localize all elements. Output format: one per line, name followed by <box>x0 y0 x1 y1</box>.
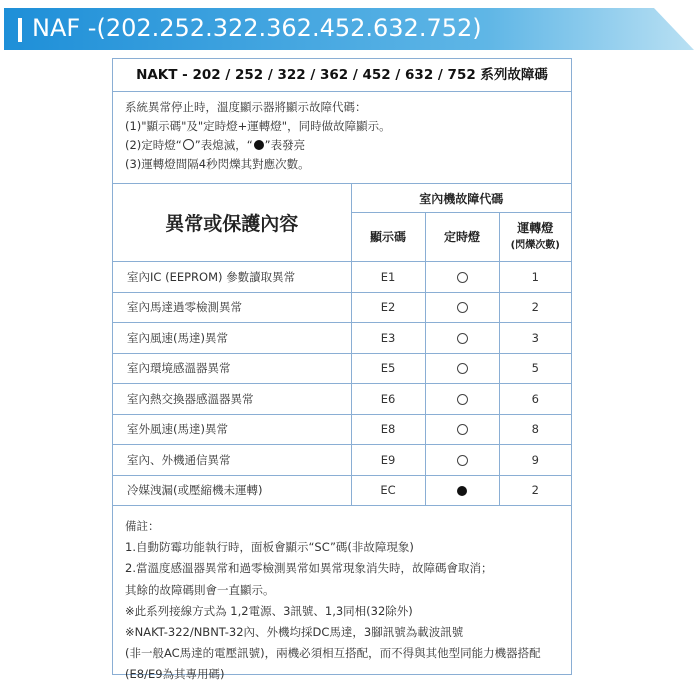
run-light-blinks: 3 <box>499 323 571 354</box>
timer-light-cell <box>425 445 499 476</box>
filled-dot-icon <box>457 486 467 496</box>
table-row <box>113 414 571 445</box>
fault-description: 室內IC (EEPROM) 參數讀取異常 <box>113 262 351 293</box>
timer-light-cell <box>425 292 499 323</box>
intro-text <box>113 92 571 184</box>
notes-line: 1.自動防霉功能執行時，面板會顯示“SC”碼(非故障現象) <box>125 540 414 555</box>
display-code: E9 <box>351 445 425 476</box>
display-code: E5 <box>351 353 425 384</box>
notes-line: 其餘的故障碼則會一直顯示。 <box>125 582 275 597</box>
display-code: E2 <box>351 292 425 323</box>
table-row <box>113 262 571 293</box>
hollow-circle-icon <box>183 139 194 150</box>
display-code: E6 <box>351 384 425 415</box>
hollow-circle-icon <box>457 302 468 313</box>
hollow-circle-icon <box>457 455 468 466</box>
notes-line: (非一般AC馬達的電壓訊號)，兩機必須相互搭配，而不得與其他型同能力機器搭配 <box>125 646 541 661</box>
table-row <box>113 445 571 476</box>
filled-dot-icon <box>254 140 264 150</box>
fault-table <box>113 184 571 505</box>
hollow-circle-icon <box>457 333 468 344</box>
fault-description: 室內熱交換器感溫器異常 <box>113 384 351 415</box>
intro-line-3 <box>125 136 561 155</box>
intro-line-3-prefix: (2)定時燈“ <box>125 138 182 152</box>
banner-accent-bar <box>18 18 22 42</box>
display-code: E1 <box>351 262 425 293</box>
header-display-code: 顯示碼 <box>351 213 425 262</box>
display-code: EC <box>351 475 425 505</box>
intro-line-3-middle: ”表熄滅，“ <box>194 138 253 152</box>
table-row <box>113 292 571 323</box>
table-row <box>113 323 571 354</box>
intro-line-2: (1)"顯示碼"及"定時燈+運轉燈"，同時做故障顯示。 <box>125 119 391 133</box>
fault-description: 室內環境感溫器異常 <box>113 353 351 384</box>
card-title: NAKT - 202 / 252 / 322 / 362 / 452 / 632 / 752 系列故障碼 <box>113 59 571 92</box>
header-fault-content: 異常或保護內容 <box>113 184 351 262</box>
header-run-light-sub: (閃爍次數) <box>510 240 560 251</box>
intro-line-4: (3)運轉燈間隔4秒閃爍其對應次數。 <box>125 157 310 171</box>
hollow-circle-icon <box>457 363 468 374</box>
header-run-light <box>499 213 571 262</box>
run-light-blinks: 9 <box>499 445 571 476</box>
run-light-blinks: 2 <box>499 292 571 323</box>
header-banner <box>4 8 694 50</box>
fault-code-card <box>112 58 572 682</box>
notes-line: ※NAKT-322/NBNT-32內、外機均採DC馬達，3腳訊號為載波訊號 <box>125 625 464 640</box>
run-light-blinks: 8 <box>499 414 571 445</box>
notes-line: (E8/E9為其專用碼) <box>125 667 225 682</box>
hollow-circle-icon <box>457 424 468 435</box>
hollow-circle-icon <box>457 272 468 283</box>
table-row <box>113 384 571 415</box>
notes-line: 2.當溫度感溫器異常和過零檢測異常如異常現象消失時，故障碼會取消； <box>125 561 493 576</box>
timer-light-cell <box>425 323 499 354</box>
header-indoor-fault-code: 室內機故障代碼 <box>351 184 571 213</box>
run-light-blinks: 1 <box>499 262 571 293</box>
fault-description: 室內風速(馬達)異常 <box>113 323 351 354</box>
notes-line: 備註： <box>125 519 160 533</box>
display-code: E8 <box>351 414 425 445</box>
table-row <box>113 353 571 384</box>
fault-table-wrapper <box>113 184 571 506</box>
hollow-circle-icon <box>457 394 468 405</box>
fault-description: 冷媒洩漏(或壓縮機未運轉) <box>113 475 351 505</box>
notes-line: ※此系列接線方式為 1,2電源、3訊號、1,3同相(32除外) <box>125 603 413 618</box>
banner-title: NAF -(202.252.322.362.452.632.752) <box>32 14 482 42</box>
notes-section <box>113 506 571 686</box>
run-light-blinks: 6 <box>499 384 571 415</box>
intro-line-1: 系統異常停止時，溫度顯示器將顯示故障代碼： <box>125 100 367 114</box>
timer-light-cell <box>425 475 499 505</box>
run-light-blinks: 5 <box>499 353 571 384</box>
timer-light-cell <box>425 414 499 445</box>
display-code: E3 <box>351 323 425 354</box>
timer-light-cell <box>425 262 499 293</box>
timer-light-cell <box>425 353 499 384</box>
timer-light-cell <box>425 384 499 415</box>
intro-line-3-suffix: ”表發亮 <box>264 138 306 152</box>
header-timer-light: 定時燈 <box>425 213 499 262</box>
run-light-blinks: 2 <box>499 475 571 505</box>
fault-description: 室外風速(馬達)異常 <box>113 414 351 445</box>
table-row <box>113 475 571 505</box>
header-run-light-label: 運轉燈 <box>517 221 554 235</box>
fault-description: 室內、外機通信異常 <box>113 445 351 476</box>
fault-description: 室內馬達過零檢測異常 <box>113 292 351 323</box>
